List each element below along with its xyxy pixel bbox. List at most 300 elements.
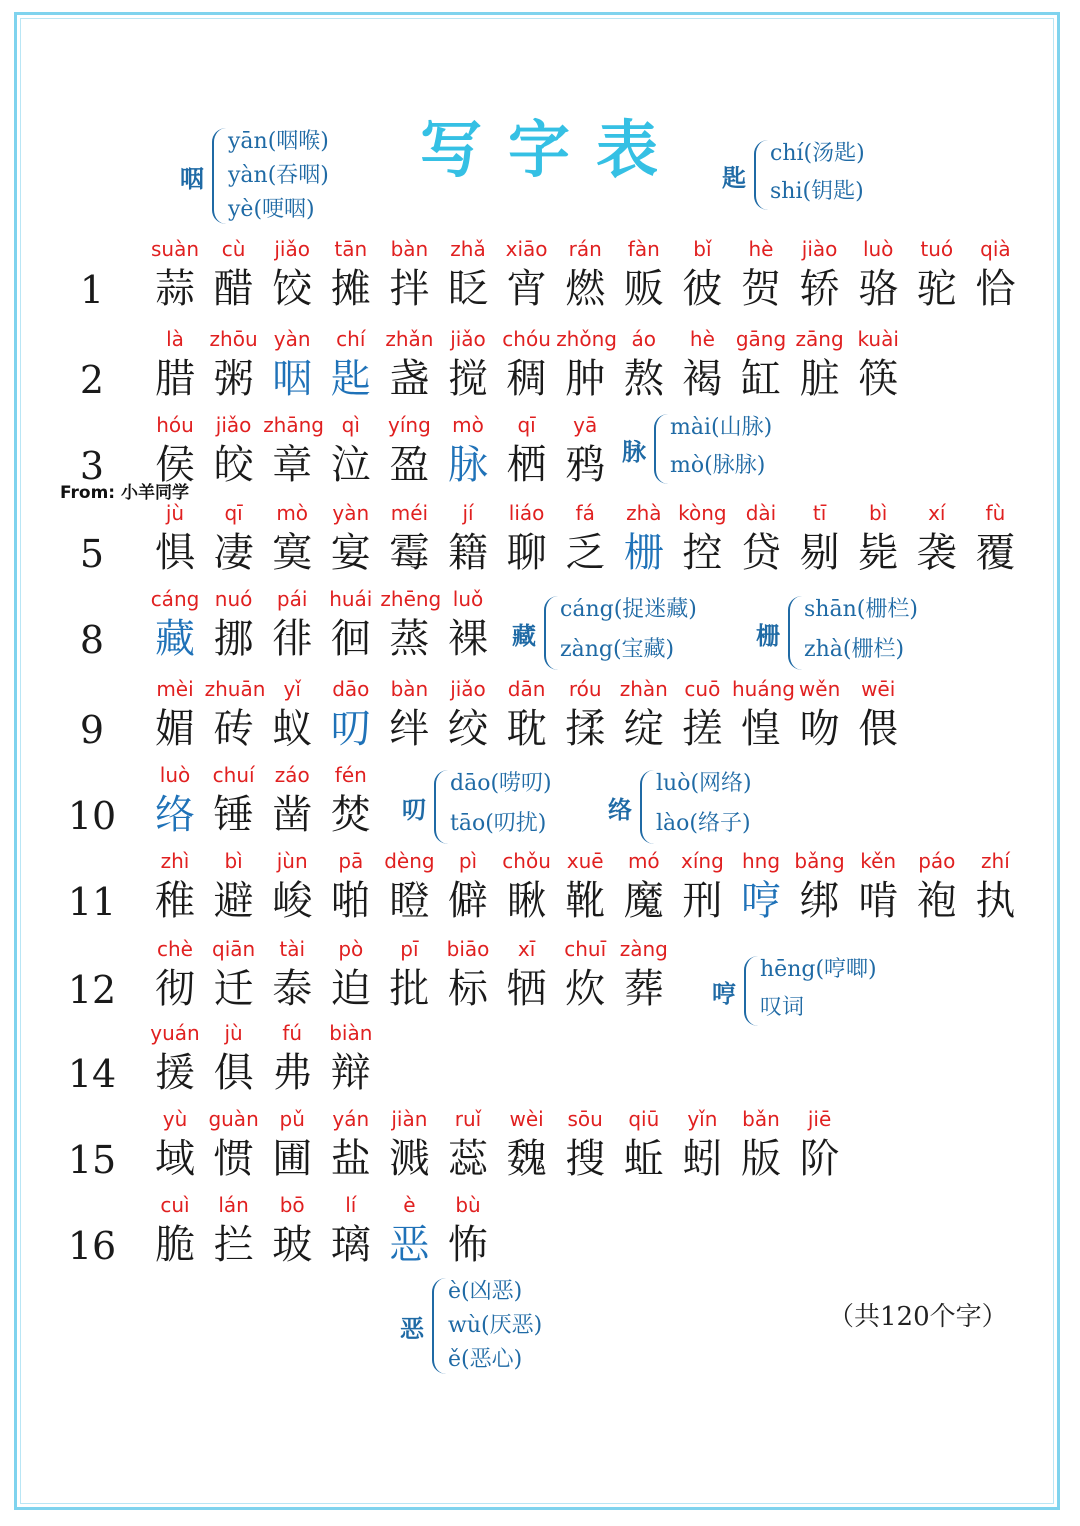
hanzi: 璃 — [330, 1222, 371, 1268]
pinyin: cáng — [150, 587, 200, 611]
hanzi: 绽 — [623, 706, 664, 752]
pinyin: xī — [517, 937, 536, 961]
hanzi: 毙 — [858, 530, 899, 576]
char-cell — [380, 236, 438, 316]
char-cell — [732, 676, 795, 756]
hanzi: 摊 — [330, 266, 371, 312]
char-cell — [205, 1106, 263, 1186]
char-cell — [439, 500, 497, 580]
char-cell — [146, 326, 204, 406]
pinyin: yuán — [150, 1021, 200, 1045]
hanzi: 寞 — [272, 530, 313, 576]
char-cell — [556, 500, 614, 580]
from-label: From: 小羊同学 — [60, 483, 190, 503]
char-cell — [615, 326, 673, 406]
polyphone-char: 恶 — [400, 1314, 424, 1343]
polyphone-char: 咽 — [180, 164, 204, 193]
char-cell — [263, 500, 321, 580]
polyphone-reading: yàn(吞咽) — [228, 163, 329, 188]
char-cell — [263, 848, 321, 928]
pinyin: zhōu — [209, 327, 258, 351]
pinyin: bàn — [390, 237, 429, 261]
pinyin: xí — [928, 501, 946, 525]
hanzi: 援 — [155, 1050, 195, 1096]
pinyin: jí — [462, 501, 474, 525]
hanzi: 绑 — [799, 878, 840, 924]
lesson-number: 5 — [79, 532, 105, 576]
pinyin: jiǎo — [450, 677, 486, 701]
pinyin: áo — [631, 327, 657, 351]
pinyin: zàng — [619, 937, 668, 961]
char-cell — [849, 676, 907, 756]
pinyin: pì — [458, 849, 478, 873]
pinyin: qiān — [212, 937, 256, 961]
hanzi: 宵 — [506, 266, 547, 312]
polyphone-reading: luò(网络) — [656, 771, 752, 796]
polyphone-group — [622, 410, 852, 486]
polyphone-char: 栅 — [756, 621, 780, 650]
pinyin: pī — [400, 937, 419, 961]
char-cell — [205, 326, 263, 406]
pinyin: jiǎo — [450, 327, 486, 351]
char-cell — [673, 326, 731, 406]
pinyin: tuó — [920, 237, 954, 261]
hanzi: 版 — [741, 1136, 781, 1182]
pinyin: zhǎ — [450, 237, 486, 261]
lesson-number: 8 — [79, 618, 105, 662]
char-cell — [498, 1106, 556, 1186]
pinyin: jù — [165, 501, 185, 525]
char-cell — [791, 236, 849, 316]
hanzi: 葬 — [623, 966, 664, 1012]
pinyin: hóu — [156, 413, 194, 437]
brace-icon — [432, 1278, 446, 1374]
lesson-number: 15 — [67, 1138, 117, 1182]
pinyin: zhàn — [619, 677, 668, 701]
pinyin: jiào — [801, 237, 838, 261]
char-cell — [439, 236, 497, 316]
hanzi: 瞪 — [389, 878, 430, 924]
hanzi: 盈 — [389, 442, 430, 488]
hanzi: 哼 — [741, 878, 781, 924]
char-cell — [263, 586, 321, 666]
hanzi: 绞 — [448, 706, 488, 752]
hanzi: 燃 — [565, 266, 606, 312]
char-cell — [673, 236, 731, 316]
pinyin: luò — [159, 763, 191, 787]
pinyin: qī — [224, 501, 243, 525]
char-cell — [556, 1106, 614, 1186]
hanzi: 匙 — [330, 356, 371, 402]
pinyin: pā — [338, 849, 364, 873]
char-cell — [205, 1192, 263, 1272]
hanzi: 覆 — [975, 530, 1016, 576]
pinyin: wēi — [861, 677, 896, 701]
brace-icon — [654, 414, 668, 484]
pinyin: zhāng — [263, 413, 324, 437]
polyphone-reading: wù(厌恶) — [448, 1313, 543, 1338]
polyphone-reading: è(凶恶) — [448, 1279, 523, 1304]
pinyin: chuī — [564, 937, 607, 961]
pinyin: fù — [985, 501, 1006, 525]
pinyin: wèi — [509, 1107, 544, 1131]
hanzi: 刑 — [682, 878, 723, 924]
pinyin: qī — [517, 413, 536, 437]
pinyin: chuí — [212, 763, 255, 787]
hanzi: 霉 — [389, 530, 430, 576]
char-cell — [205, 236, 263, 316]
pinyin: kòng — [678, 501, 727, 525]
char-cell — [849, 236, 907, 316]
lesson-number: 10 — [67, 794, 117, 838]
char-cell — [263, 762, 321, 842]
hanzi: 绊 — [389, 706, 430, 752]
char-cell — [673, 676, 731, 756]
pinyin: jiē — [807, 1107, 832, 1131]
char-cell — [439, 326, 497, 406]
char-cell — [322, 848, 380, 928]
hanzi: 锤 — [213, 792, 254, 838]
pinyin: liáo — [508, 501, 545, 525]
polyphone-reading: shi(钥匙) — [770, 179, 864, 204]
hanzi: 稚 — [155, 878, 195, 924]
pinyin: bō — [279, 1193, 305, 1217]
char-cell — [498, 326, 556, 406]
hanzi: 迁 — [213, 966, 254, 1012]
hanzi: 藏 — [155, 616, 195, 662]
polyphone-reading: mò(脉脉) — [670, 453, 766, 478]
polyphone-group — [180, 124, 410, 226]
hanzi: 辩 — [330, 1050, 371, 1096]
lesson-number: 11 — [67, 880, 117, 924]
pinyin: bì — [224, 849, 243, 873]
char-cell — [732, 500, 790, 580]
char-cell — [380, 326, 438, 406]
pinyin: cuō — [684, 677, 721, 701]
pinyin: yù — [162, 1107, 188, 1131]
hanzi: 魏 — [506, 1136, 547, 1182]
pinyin: gāng — [735, 327, 787, 351]
char-cell — [263, 1106, 321, 1186]
char-cell — [966, 500, 1024, 580]
hanzi: 徘 — [272, 616, 313, 662]
pinyin: bǐ — [693, 237, 712, 261]
brace-icon — [744, 956, 758, 1026]
pinyin: cù — [221, 237, 246, 261]
char-cell — [322, 1106, 380, 1186]
hanzi: 搓 — [682, 706, 723, 752]
brace-icon — [640, 770, 654, 844]
char-cell — [615, 1106, 673, 1186]
char-cell — [205, 586, 263, 666]
brace-icon — [754, 140, 768, 210]
hanzi: 啪 — [330, 878, 371, 924]
total-count: （共120个字） — [828, 1302, 1008, 1332]
char-cell — [263, 1192, 321, 1272]
char-cell — [732, 1106, 790, 1186]
char-cell — [380, 676, 438, 756]
hanzi: 魔 — [623, 878, 664, 924]
hanzi: 乏 — [565, 530, 606, 576]
hanzi: 挪 — [213, 616, 254, 662]
char-cell — [732, 848, 790, 928]
brace-icon — [212, 128, 226, 224]
hanzi: 咽 — [272, 356, 313, 402]
char-cell — [966, 236, 1024, 316]
pinyin: biàn — [329, 1021, 373, 1045]
polyphone-reading: hēng(哼唧) — [760, 957, 877, 982]
hanzi: 脏 — [799, 356, 840, 402]
pinyin: là — [166, 327, 184, 351]
hanzi: 蚯 — [623, 1136, 664, 1182]
polyphone-reading: 叹词 — [760, 995, 805, 1020]
char-cell — [322, 676, 380, 756]
pinyin: è — [403, 1193, 416, 1217]
pinyin: xuē — [566, 849, 604, 873]
pinyin: ruǐ — [454, 1107, 482, 1131]
pinyin: jùn — [276, 849, 308, 873]
char-cell — [498, 500, 556, 580]
hanzi: 剔 — [799, 530, 840, 576]
pinyin: tài — [279, 937, 306, 961]
char-cell — [322, 412, 380, 492]
hanzi: 惯 — [213, 1136, 254, 1182]
pinyin: bǎng — [794, 849, 845, 873]
hanzi: 袍 — [916, 878, 957, 924]
hanzi: 拌 — [389, 266, 430, 312]
lesson-number: 16 — [67, 1224, 117, 1268]
char-cell — [146, 500, 204, 580]
hanzi: 栖 — [506, 442, 547, 488]
pinyin: fén — [334, 763, 367, 787]
char-cell — [673, 500, 731, 580]
pinyin: jù — [224, 1021, 243, 1045]
polyphone-group — [712, 952, 942, 1028]
char-cell — [380, 586, 442, 666]
char-cell — [439, 936, 497, 1016]
polyphone-char: 脉 — [622, 437, 646, 466]
pinyin: bàn — [390, 677, 429, 701]
char-cell — [791, 676, 849, 756]
pinyin: zhí — [981, 849, 1010, 873]
hanzi: 侯 — [155, 442, 195, 488]
hanzi: 缸 — [741, 356, 781, 402]
hanzi: 俱 — [213, 1050, 254, 1096]
pinyin: zāng — [795, 327, 844, 351]
hanzi: 恶 — [389, 1222, 430, 1268]
lesson-number: 9 — [79, 708, 105, 752]
pinyin: kěn — [860, 849, 897, 873]
char-cell — [205, 412, 263, 492]
hanzi: 焚 — [330, 792, 371, 838]
hanzi: 筷 — [858, 356, 899, 402]
hanzi: 章 — [272, 442, 313, 488]
char-cell — [146, 1192, 204, 1272]
pinyin: luǒ — [452, 587, 484, 611]
lesson-number: 3 — [79, 444, 105, 488]
pinyin: zhà — [626, 501, 662, 525]
pinyin: pǔ — [279, 1107, 305, 1131]
hanzi: 牺 — [506, 966, 547, 1012]
pinyin: sōu — [567, 1107, 603, 1131]
char-cell — [146, 848, 204, 928]
pinyin: luò — [862, 237, 894, 261]
hanzi: 蚓 — [682, 1136, 723, 1182]
hanzi: 耽 — [506, 706, 547, 752]
hanzi: 贩 — [623, 266, 664, 312]
pinyin: rán — [568, 237, 602, 261]
polyphone-reading: zàng(宝藏) — [560, 637, 675, 662]
pinyin: zhuān — [204, 677, 266, 701]
polyphone-reading: yān(咽喉) — [228, 129, 329, 154]
pinyin: pò — [338, 937, 364, 961]
polyphone-group — [756, 592, 986, 672]
polyphone-reading: mài(山脉) — [670, 415, 773, 440]
hanzi: 凄 — [213, 530, 254, 576]
hanzi: 圃 — [272, 1136, 313, 1182]
char-cell — [791, 1106, 849, 1186]
char-cell — [146, 1106, 204, 1186]
pinyin: méi — [390, 501, 429, 525]
hanzi: 揉 — [565, 706, 606, 752]
pinyin: dài — [745, 501, 777, 525]
char-cell — [498, 676, 556, 756]
hanzi: 叨 — [330, 706, 371, 752]
hanzi: 啃 — [858, 878, 899, 924]
pinyin: róu — [568, 677, 602, 701]
brace-icon — [544, 596, 558, 670]
hanzi: 彻 — [155, 966, 195, 1012]
hanzi: 盐 — [330, 1136, 371, 1182]
pinyin: páo — [918, 849, 956, 873]
char-cell — [498, 848, 556, 928]
pinyin: jiǎo — [274, 237, 310, 261]
hanzi: 搅 — [448, 356, 488, 402]
pinyin: lán — [218, 1193, 249, 1217]
char-cell — [439, 848, 497, 928]
hanzi: 媚 — [155, 706, 195, 752]
char-cell — [849, 848, 907, 928]
char-cell — [380, 1192, 438, 1272]
hanzi: 迫 — [330, 966, 371, 1012]
hanzi: 阶 — [799, 1136, 840, 1182]
lesson-number: 1 — [79, 268, 105, 312]
char-cell — [732, 236, 790, 316]
pinyin: chóu — [502, 327, 551, 351]
pinyin: qià — [980, 237, 1011, 261]
char-cell — [146, 762, 204, 842]
char-cell — [322, 236, 380, 316]
hanzi: 凿 — [272, 792, 313, 838]
pinyin: biāo — [446, 937, 490, 961]
pinyin: huáng — [732, 677, 795, 701]
char-cell — [263, 326, 321, 406]
pinyin: zhǎn — [385, 327, 434, 351]
char-cell — [791, 500, 849, 580]
polyphone-reading: lào(络子) — [656, 811, 751, 836]
polyphone-char: 络 — [608, 795, 632, 824]
hanzi: 峻 — [272, 878, 313, 924]
pinyin: zhì — [160, 849, 190, 873]
hanzi: 搜 — [565, 1136, 606, 1182]
pinyin: suàn — [150, 237, 200, 261]
hanzi: 吻 — [799, 706, 840, 752]
pinyin: fàn — [627, 237, 660, 261]
pinyin: chǒu — [502, 849, 551, 873]
lesson-number: 14 — [67, 1052, 117, 1096]
char-cell — [439, 586, 497, 666]
char-cell — [556, 848, 614, 928]
char-cell — [322, 762, 380, 842]
polyphone-reading: cáng(捉迷藏) — [560, 597, 697, 622]
char-cell — [439, 412, 497, 492]
lesson-number: 2 — [79, 358, 105, 402]
hanzi: 骆 — [858, 266, 899, 312]
polyphone-char: 哼 — [712, 979, 736, 1008]
pinyin: jiàn — [391, 1107, 428, 1131]
pinyin: jiǎo — [215, 413, 252, 437]
char-cell — [322, 586, 380, 666]
lesson-number: 12 — [67, 968, 117, 1012]
char-cell — [732, 326, 790, 406]
hanzi: 泰 — [272, 966, 313, 1012]
polyphone-group — [400, 1274, 630, 1376]
hanzi: 宴 — [330, 530, 371, 576]
hanzi: 聊 — [506, 530, 547, 576]
hanzi: 蒜 — [155, 266, 195, 312]
hanzi: 溅 — [389, 1136, 430, 1182]
char-cell — [205, 1020, 263, 1100]
pinyin: huái — [329, 587, 373, 611]
hanzi: 鸦 — [565, 442, 606, 488]
pinyin: dāo — [332, 677, 370, 701]
pinyin: yíng — [388, 413, 431, 437]
char-cell — [908, 500, 966, 580]
polyphone-reading: chí(汤匙) — [770, 141, 865, 166]
char-cell — [556, 412, 614, 492]
hanzi: 瞅 — [506, 878, 547, 924]
pinyin: yàn — [273, 327, 311, 351]
polyphone-reading: zhà(栅栏) — [804, 637, 905, 662]
hanzi: 贺 — [741, 266, 781, 312]
pinyin: hng — [741, 849, 781, 873]
pinyin: yàn — [332, 501, 370, 525]
char-cell — [439, 1192, 497, 1272]
polyphone-char: 匙 — [722, 163, 746, 192]
pinyin: záo — [274, 763, 310, 787]
hanzi: 玻 — [272, 1222, 313, 1268]
char-cell — [908, 848, 966, 928]
pinyin: wěn — [798, 677, 841, 701]
polyphone-reading: dāo(唠叨) — [450, 771, 552, 796]
char-cell — [380, 412, 438, 492]
polyphone-char: 叨 — [402, 795, 426, 824]
hanzi: 蕊 — [448, 1136, 488, 1182]
pinyin: xiāo — [505, 237, 548, 261]
char-cell — [380, 936, 438, 1016]
char-cell — [205, 762, 263, 842]
pinyin: bì — [869, 501, 888, 525]
hanzi: 域 — [155, 1136, 195, 1182]
hanzi: 弗 — [272, 1050, 313, 1096]
char-cell — [615, 500, 673, 580]
pinyin: tān — [334, 237, 368, 261]
hanzi: 避 — [213, 878, 254, 924]
hanzi: 彼 — [682, 266, 723, 312]
char-cell — [615, 936, 673, 1016]
hanzi: 熬 — [623, 356, 664, 402]
hanzi: 炊 — [565, 966, 606, 1012]
